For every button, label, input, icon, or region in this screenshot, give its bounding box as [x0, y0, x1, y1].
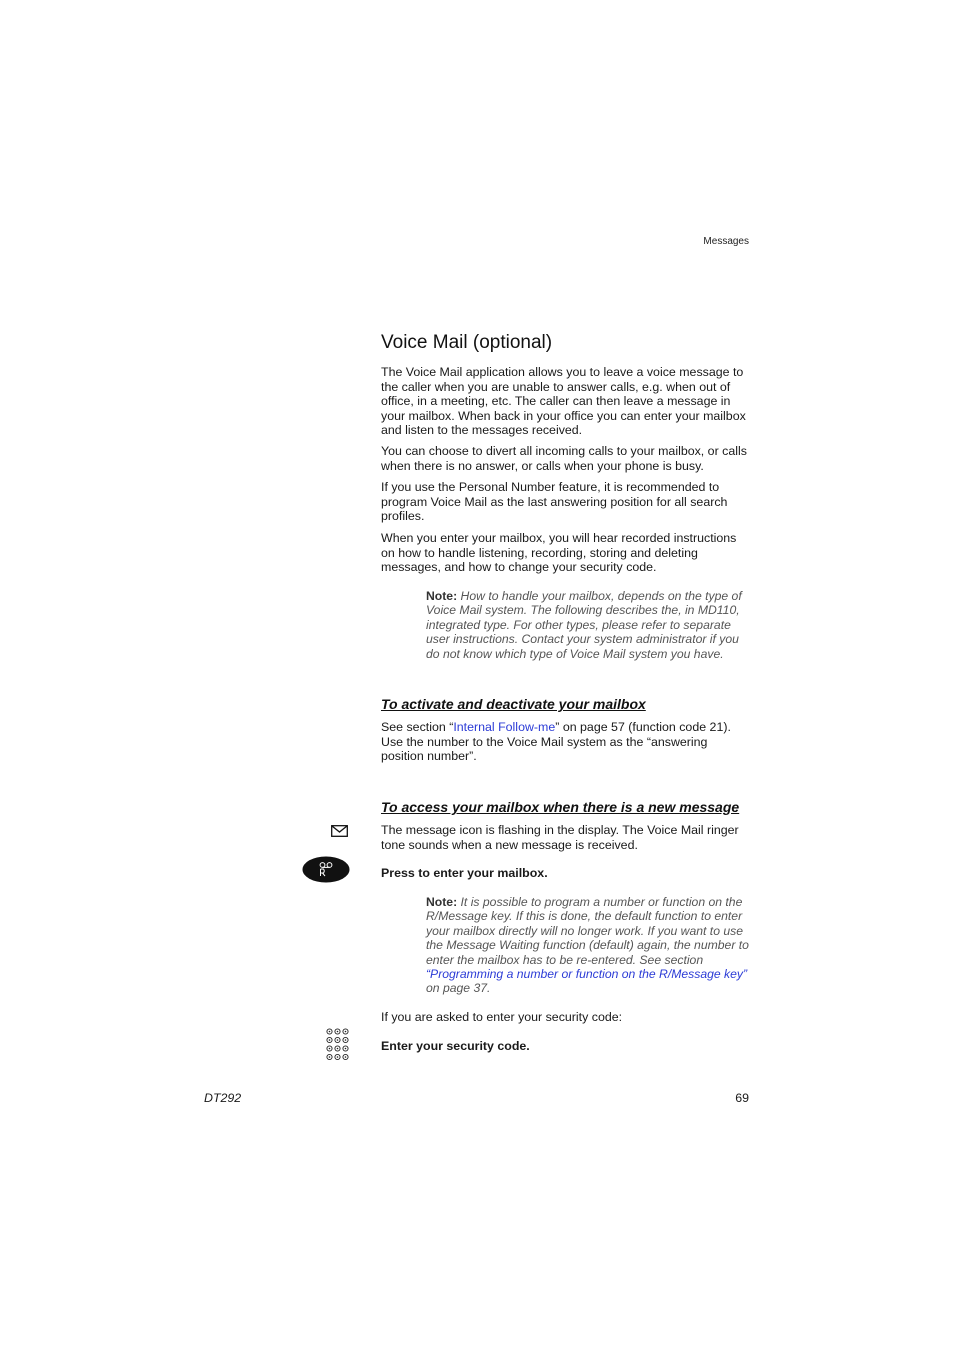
- note-text: How to handle your mailbox, depends on the type of Voice Mail system. The following describes the, in MD110, integrated type. For other types, please refer to separate user instructions. Contact your system administrator if you do not know which type of Voice Mail system you have.: [426, 589, 742, 661]
- intro-paragraph-4: When you enter your mailbox, you will hear recorded instructions on how to handle listening, recording, storing and deleting messages, and how to change your security code.: [381, 531, 737, 575]
- section-heading-activate: To activate and deactivate your mailbox: [381, 696, 646, 712]
- page-title: Voice Mail (optional): [381, 332, 553, 353]
- footer-model: DT292: [204, 1091, 242, 1105]
- activate-text-before: See section “: [381, 720, 454, 734]
- security-action: Enter your security code.: [381, 1039, 530, 1053]
- note-text: It is possible to program a number or function on the R/Message key. If this is done, the default function to enter your mailbox directly will no longer work. If you want to use the Message Waiting function (default) again, the number to enter the mailbox has to be re-entered. See section: [426, 895, 749, 967]
- note-label: Note:: [426, 589, 458, 603]
- internal-follow-me-link[interactable]: Internal Follow-me: [453, 720, 556, 734]
- note-voice-mail-type: [426, 589, 752, 661]
- message-icon-paragraph: The message icon is flashing in the display. The Voice Mail ringer tone sounds when a new message is received.: [381, 823, 739, 852]
- message-key-icon[interactable]: [302, 856, 350, 883]
- press-instruction: Press to enter your mailbox.: [381, 866, 548, 880]
- running-header: Messages: [703, 236, 749, 247]
- page-number: 69: [735, 1091, 749, 1105]
- programming-link[interactable]: “Programming a number or function on the R/Message key”: [426, 967, 748, 982]
- note-label: Note:: [426, 895, 458, 909]
- section-heading-access: To access your mailbox when there is a new message: [381, 799, 740, 815]
- activate-text-after: ” on page 57 (function code 21). Use the number to the Voice Mail system as the “answering position number”.: [381, 720, 731, 764]
- intro-paragraph-3: If you use the Personal Number feature, it is recommended to program Voice Mail as the last answering position for all search profiles.: [381, 480, 728, 524]
- note-text-after: on page 37.: [426, 981, 491, 996]
- security-prompt: If you are asked to enter your security code:: [381, 1010, 623, 1024]
- intro-paragraph-1: The Voice Mail application allows you to leave a voice message to the caller when you are unable to answer calls, e.g. when out of office, in a meeting, etc. The caller can then leave a message in your mailbox. When back in your office you can enter your mailbox and listen to the messages received.: [381, 365, 746, 438]
- intro-paragraph-2: You can choose to divert all incoming calls to your mailbox, or calls when there is no answer, or calls when your phone is busy.: [381, 444, 747, 473]
- activate-paragraph: [381, 720, 751, 764]
- envelope-icon: [331, 825, 348, 837]
- keypad-icon: [326, 1028, 350, 1062]
- note-r-message-key: [426, 895, 752, 996]
